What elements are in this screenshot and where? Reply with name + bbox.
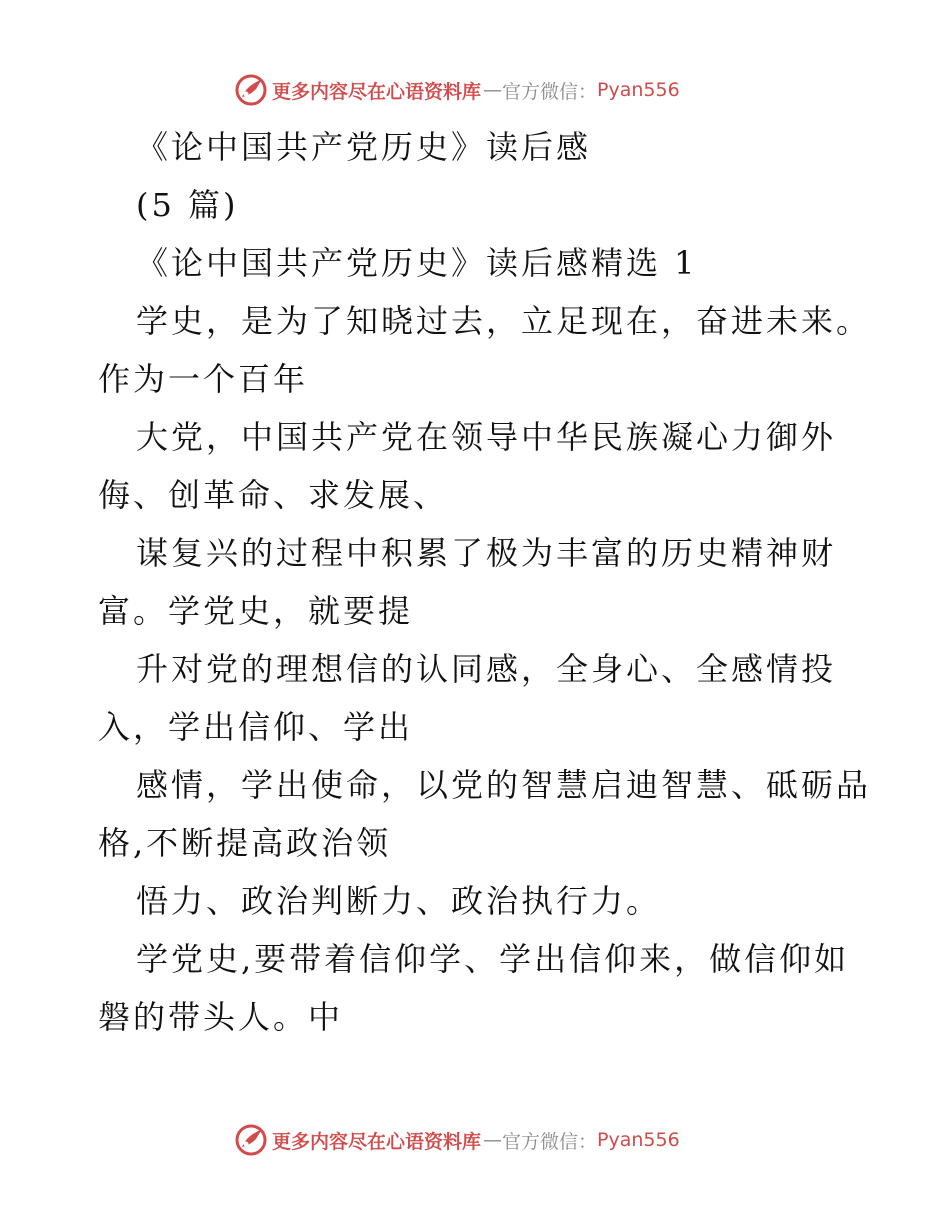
- paragraph-line: 大党，中国共产党在领导中华民族凝心力御外: [136, 418, 837, 456]
- banner-wechat-label: 官方微信：: [502, 1130, 598, 1153]
- banner-dash: —: [483, 1129, 503, 1151]
- banner-dash: —: [483, 79, 503, 101]
- banner-wechat-id: Pyan556: [597, 79, 680, 101]
- paragraph-line: 学史，是为了知晓过去，立足现在，奋进未来。: [136, 302, 872, 340]
- document-title: 《论中国共产党历史》读后感: [136, 128, 592, 166]
- section-heading: 《论中国共产党历史》读后感精选 1: [136, 244, 698, 282]
- header-banner: [234, 73, 680, 107]
- paragraph-line: 富。学党史，就要提: [98, 592, 414, 630]
- paragraph-line: 格,不断提高政治领: [98, 824, 392, 862]
- banner-tagline: 更多内容尽在心语资料库: [272, 80, 482, 103]
- paragraph-line: 入，学出信仰、学出: [98, 708, 414, 746]
- banner-tagline: 更多内容尽在心语资料库: [272, 1130, 482, 1153]
- paragraph-line: 作为一个百年: [98, 360, 309, 398]
- banner-wechat-id: Pyan556: [597, 1129, 680, 1151]
- brand-logo-icon: [234, 1123, 268, 1157]
- footer-banner: [234, 1123, 680, 1157]
- banner-wechat-label: 官方微信：: [502, 80, 598, 103]
- paragraph-line: 感情，学出使命，以党的智慧启迪智慧、砥砺品: [136, 766, 872, 804]
- paragraph-line: 磐的带头人。中: [98, 998, 344, 1036]
- paragraph-line: 升对党的理想信的认同感，全身心、全感情投: [136, 650, 837, 688]
- paragraph-line: 谋复兴的过程中积累了极为丰富的历史精神财: [136, 534, 837, 572]
- paragraph-line: 侮、创革命、求发展、: [98, 476, 449, 514]
- paragraph-line: 学党史,要带着信仰学、学出信仰来，做信仰如: [136, 940, 850, 978]
- paragraph-line: 悟力、政治判断力、政治执行力。: [136, 882, 662, 920]
- document-subtitle: (5 篇): [136, 186, 239, 224]
- brand-logo-icon: [234, 73, 268, 107]
